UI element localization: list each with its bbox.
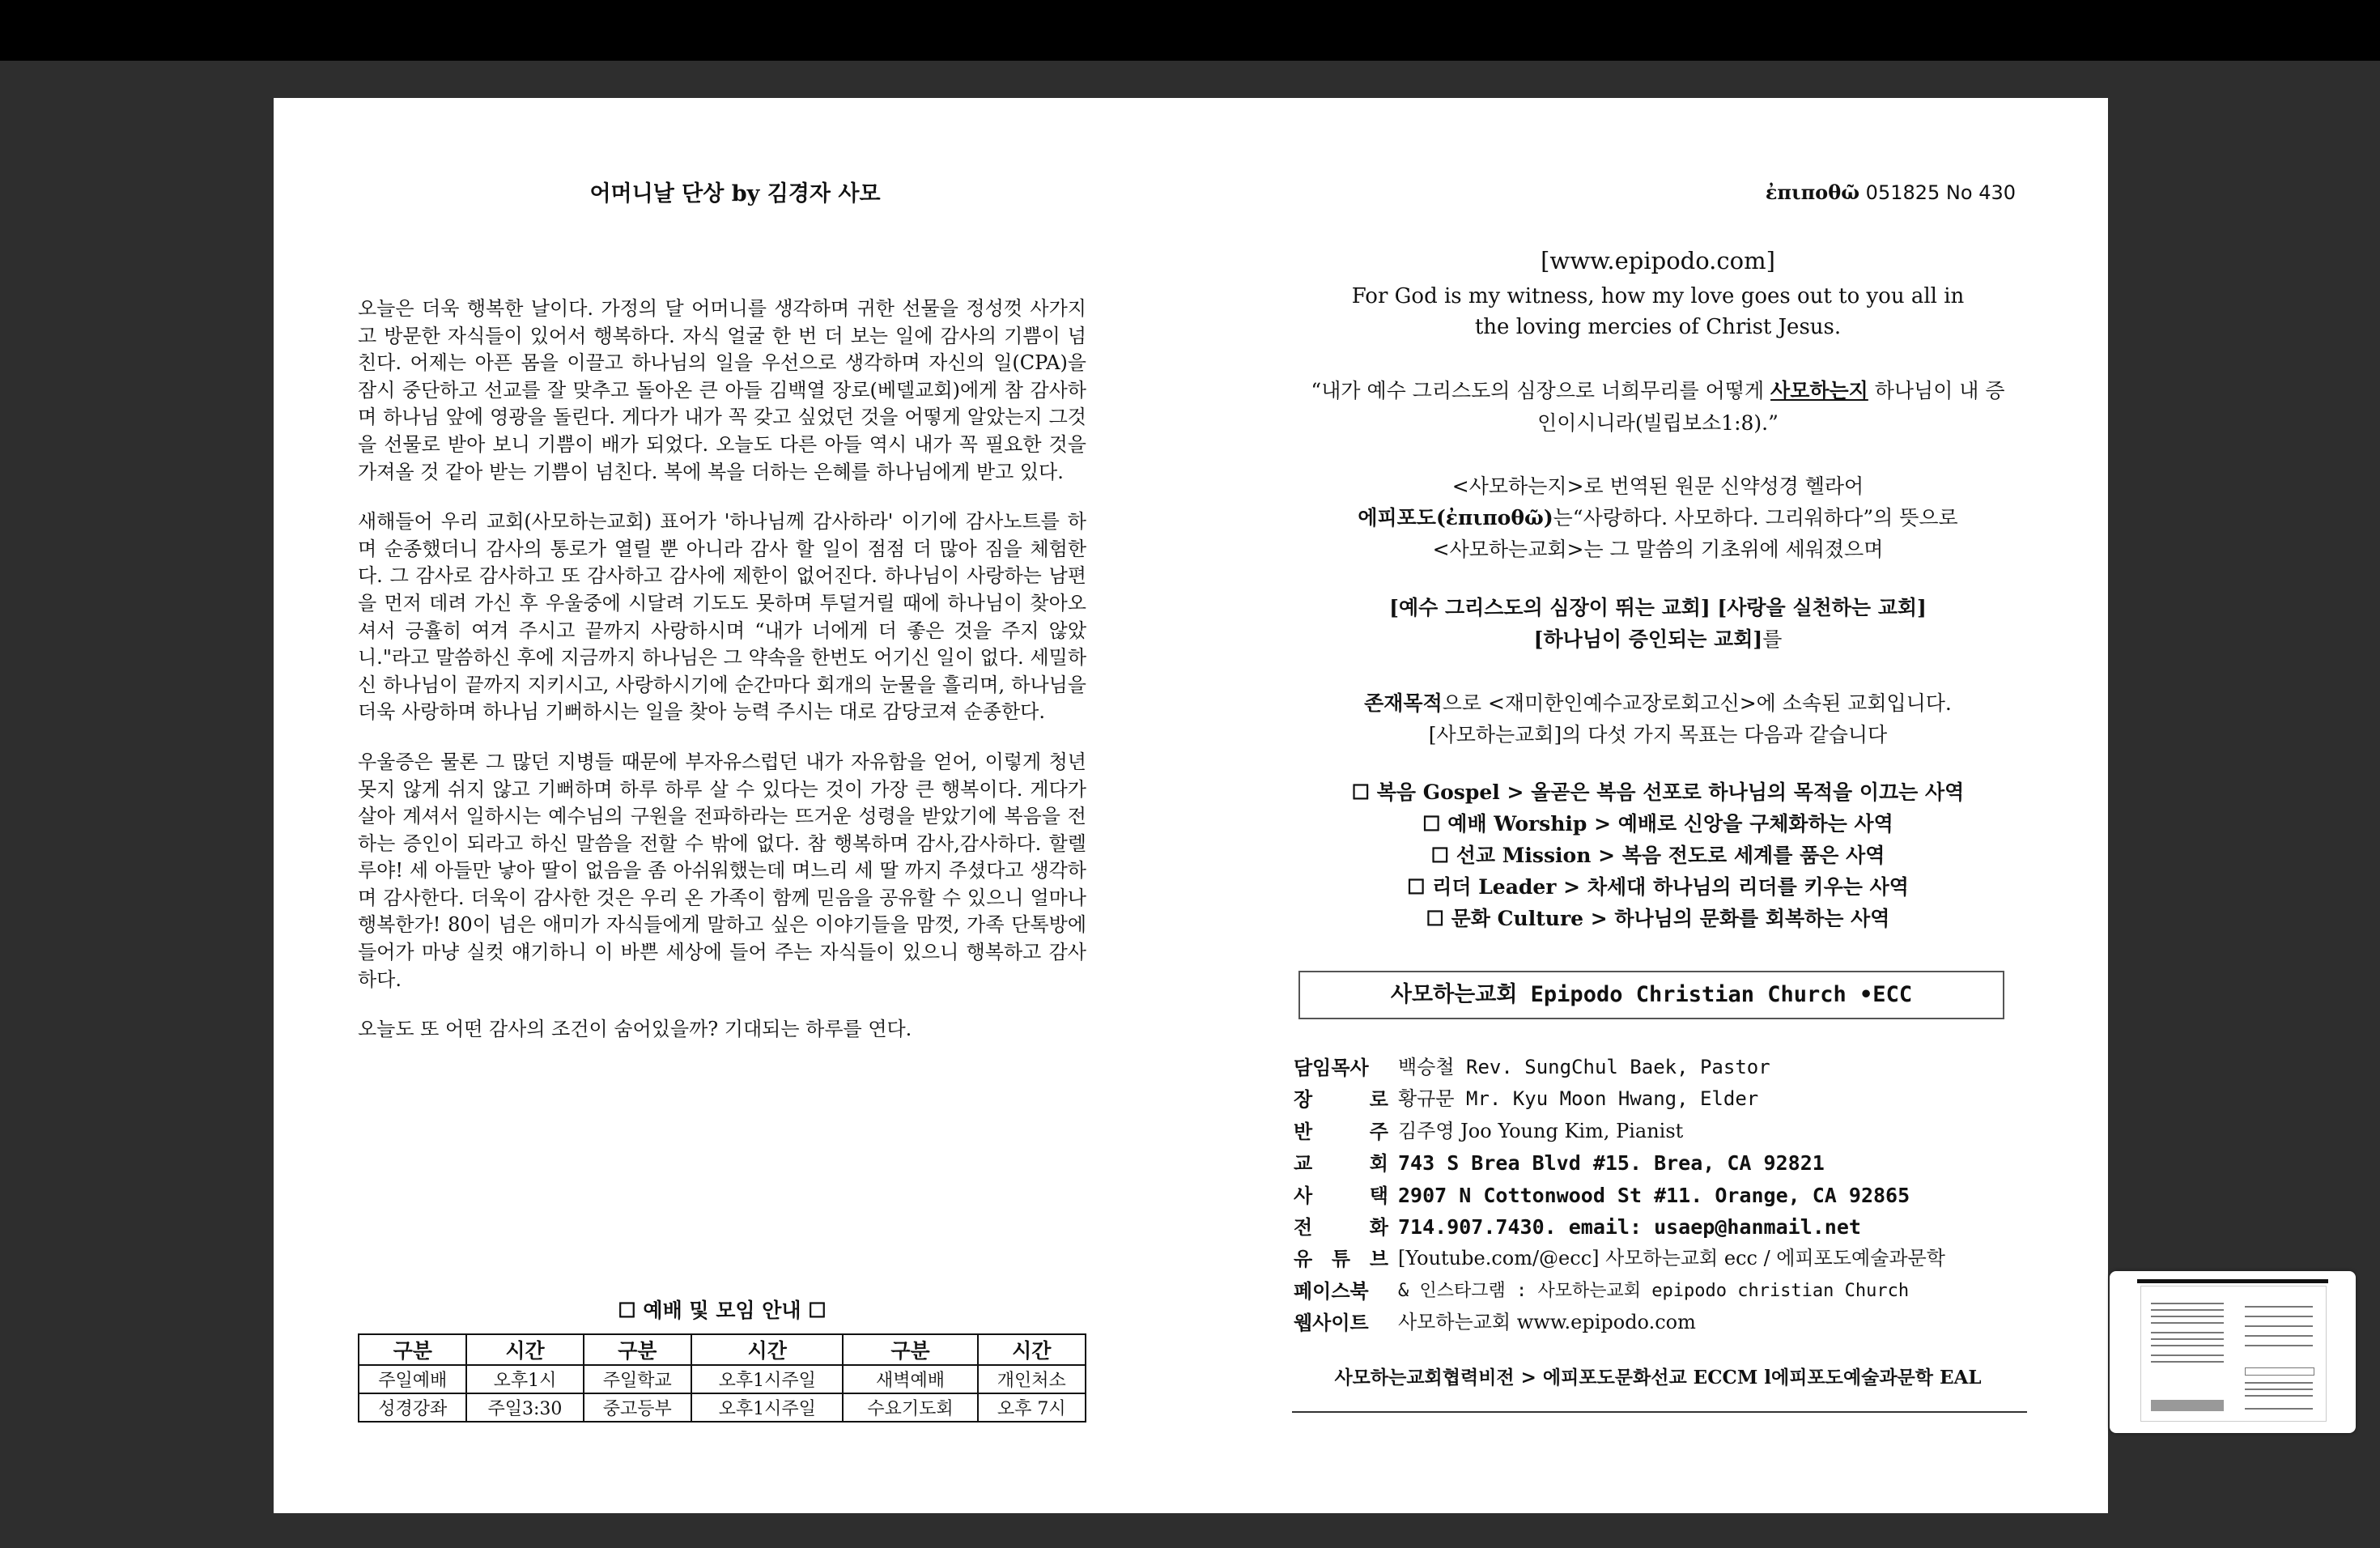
schedule-header: 구분	[843, 1334, 977, 1365]
verse-korean-part: 하나님이 내 증인이시니라(빌립보소1:8).”	[1537, 379, 2005, 435]
essay-title: 어머니날 단상 by 김경자 사모	[589, 181, 881, 206]
info-label: 웹사이트	[1294, 1311, 1369, 1335]
info-value: [Youtube.com/@ecc] 사모하는교회 ecc / 에피포도예술과문학	[1398, 1247, 1945, 1270]
info-label: 페이스북	[1294, 1278, 1369, 1303]
essay-body	[358, 296, 1086, 1066]
bulletin-number	[1766, 181, 2016, 204]
church-info	[1294, 1052, 2063, 1339]
thumbnail-line	[2151, 1303, 2224, 1304]
church-name-box: 사모하는교회 Epipodo Christian Church •ECC	[1298, 971, 2004, 1019]
table-cell: 오후1시주일	[691, 1365, 844, 1393]
table-cell: 오후1시주일	[691, 1393, 844, 1422]
slogan-text: [하나님이 증인되는 교회]	[1533, 627, 1763, 651]
thumbnail-top-bar	[2137, 1279, 2328, 1283]
greek-word: ἐπιποθῶ	[1765, 181, 1860, 204]
info-label: 담임목사	[1294, 1056, 1369, 1079]
info-value: 714.907.7430. email: usaep@hanmail.net	[1398, 1215, 1861, 1240]
affiliation-term: 존재목적	[1364, 691, 1443, 715]
info-row	[1294, 1052, 2063, 1083]
thumbnail-line	[2245, 1335, 2313, 1337]
thumbnail-line	[2151, 1316, 2224, 1317]
definition-term: 에피포도(ἐπιποθῶ)	[1358, 506, 1553, 529]
goals-list	[1294, 776, 2022, 934]
info-row	[1294, 1243, 2063, 1274]
epipodo-definition	[1294, 470, 2022, 565]
essay-paragraph: 새해들어 우리 교회(사모하는교회) 표어가 '하나님께 감사하라' 이기에 감사노트를 하며 순종했더니 감사의 통로가 열릴 뿐 아니라 감사 할 일이 점점 더 많아 짐을 체험한다. 그 감사로 감사하고 또 감사하고 감사에 제한이 없어진다. 하나님이 사랑하는 남편을 먼저 데려 가신 후 우울중에 시달려 기도도 못하며 투덜거릴 때에 하나님이 찾아오셔서 긍휼히 여겨 주시고 끝까지 사랑하시며 “내가 너에게 더 좋은 것을 주지 않았니."라고 말씀하신 후에 지금까지 하나님은 그 약속을 한번도 어기신 일이 없다. 세밀하신 하나님이 끝까지 지키시고, 사랑하시기에 순간마다 회개의 눈물을 흘리며, 하나님을 더욱 사랑하며 하나님 기뻐하시는 일을 찾아 능력 주시는 대로 감당코져 순종한다.	[358, 510, 1086, 724]
info-row	[1294, 1083, 2063, 1115]
goal-item: ☐ 복음 Gospel > 올곧은 복음 선포로 하나님의 목적을 이끄는 사역	[1351, 780, 1965, 804]
slogan-line	[1294, 623, 2022, 655]
thumbnail-line	[2245, 1306, 2313, 1308]
table-cell: 주일3:30	[466, 1393, 583, 1422]
viewer-top-bar	[0, 0, 2380, 61]
table-cell: 성경강좌	[359, 1393, 466, 1422]
church-slogans	[1294, 592, 2022, 655]
definition-line: <사모하는지>로 번역된 원문 신약성경 헬라어	[1451, 474, 1864, 498]
thumbnail-line	[2245, 1395, 2313, 1397]
divider	[1292, 1411, 2027, 1413]
thumbnail-line	[2151, 1309, 2224, 1311]
document-page	[274, 98, 2108, 1513]
info-label: 사 택	[1294, 1183, 1388, 1207]
definition-line: <사모하는교회>는 그 말씀의 기초위에 세워졌으며	[1432, 538, 1884, 561]
info-value: 2907 N Cottonwood St #11. Orange, CA 92865	[1398, 1183, 1910, 1207]
thumbnail-line	[2245, 1382, 2313, 1384]
info-value: 백승철 Rev. SungChul Baek, Pastor	[1398, 1056, 1770, 1078]
thumbnail-box	[2245, 1367, 2314, 1376]
info-label: 장 로	[1294, 1087, 1388, 1112]
info-row	[1294, 1275, 2063, 1307]
table-row	[359, 1393, 1086, 1422]
info-value: & 인스타그램 : 사모하는교회 epipodo christian Church	[1398, 1280, 1910, 1301]
info-value: 사모하는교회 www.epipodo.com	[1398, 1311, 1696, 1334]
slogan-line: [예수 그리스도의 심장이 뛰는 교회] [사랑을 실천하는 교회]	[1389, 596, 1927, 619]
verse-english: For God is my witness, how my love goes out to you all in the loving mercies of Christ Jesus.	[1351, 284, 1965, 339]
verse-korean-emphasis: 사모하는지	[1770, 379, 1868, 402]
info-label: 전 화	[1294, 1215, 1388, 1240]
table-cell: 주일예배	[359, 1365, 466, 1393]
issue-number: 051825 No 430	[1859, 181, 2016, 204]
thumbnail-line	[2151, 1338, 2224, 1340]
goal-item: ☐ 리더 Leader > 차세대 하나님의 리더를 키우는 사역	[1407, 875, 1909, 899]
table-cell: 수요기도회	[843, 1393, 977, 1422]
slogan-suffix: 를	[1762, 627, 1783, 651]
info-row	[1294, 1116, 2063, 1147]
info-value: 김주영 Joo Young Kim, Pianist	[1398, 1119, 1684, 1142]
schedule-header: 구분	[584, 1334, 691, 1365]
verse-korean	[1302, 375, 2014, 440]
table-cell: 오후 7시	[978, 1393, 1086, 1422]
table-cell: 새벽예배	[843, 1365, 977, 1393]
thumbnail-page	[2140, 1286, 2327, 1422]
schedule-header: 구분	[359, 1334, 466, 1365]
table-cell: 주일학교	[584, 1365, 691, 1393]
essay-paragraph: 우울증은 물론 그 많던 지병들 때문에 부자유스럽던 내가 자유함을 얻어, 이렇게 청년 못지 않게 쉬지 않고 기뻐하며 하루 하루 살 수 있다는 것이 가장 큰 행복이다. 게다가 살아 계셔서 일하시는 예수님의 구원을 전파하라는 뜨거운 성령을 받았기에 복음을 전하는 증인이 되라고 하신 말씀을 전할 수 밖에 없다. 참 행복하며 감사,감사하다. 할렐루야! 세 아들만 낳아 딸이 없음을 좀 아쉬워했는데 며느리 세 딸 까지 주셨다고 생각하며 감사한다. 더욱이 감사한 것은 우리 온 가족이 함께 믿음을 공유할 수 있으니 얼마나 행복한가! 80이 넘은 애미가 자식들에게 말하고 싶은 이야기들을 맘껏, 가족 단톡방에 들어가 마냥 실컷 얘기하니 이 바쁜 세상에 들어 주는 자식들이 있으니 행복하고 감사하다.	[358, 750, 1086, 991]
schedule-header: 시간	[466, 1334, 583, 1365]
info-row	[1294, 1211, 2063, 1243]
thumbnail-line	[2245, 1408, 2313, 1410]
definition-text: 는“사랑하다. 사모하다. 그리워하다”의 뜻으로	[1553, 506, 1958, 529]
info-value: 743 S Brea Blvd #15. Brea, CA 92821	[1398, 1151, 1825, 1176]
table-cell: 개인처소	[978, 1365, 1086, 1393]
thumbnail-line	[2245, 1389, 2313, 1390]
table-cell: 중고등부	[584, 1393, 691, 1422]
schedule-title: ☐ 예배 및 모임 안내 ☐	[618, 1299, 827, 1322]
cooperation-vision: 사모하는교회협력비전 > 에피포도문화선교 ECCM l에피포도예술과문학 EAL	[1334, 1367, 1982, 1389]
schedule-header: 시간	[978, 1334, 1086, 1365]
thumbnail-line	[2151, 1361, 2224, 1363]
essay-paragraph: 오늘은 더욱 행복한 날이다. 가정의 달 어머니를 생각하며 귀한 선물을 정성껏 사가지고 방문한 자식들이 있어서 행복하다. 자식 얼굴 한 번 더 보는 일에 감사의 기쁨이 넘친다. 어제는 아픈 몸을 이끌고 하나님의 일을 우선으로 생각하며 자신의 일(CPA)을 잠시 중단하고 선교를 잘 맞추고 돌아온 큰 아들 김백열 장로(베델교회)에게 참 감사하며 하나님 앞에 영광을 돌린다. 게다가 내가 꼭 갖고 싶었던 것을 어떻게 알았는지 그것을 선물로 받아 보니 기쁨이 배가 되었다. 오늘도 다른 아들 역시 내가 꼭 필요한 것을 가져올 것 같아 받는 기쁨이 넘친다. 복에 복을 더하는 은혜를 하나님에게 받고 있다.	[358, 297, 1086, 483]
goals-intro: [사모하는교회]의 다섯 가지 목표는 다음과 같습니다	[1428, 723, 1888, 746]
goal-item: ☐ 문화 Culture > 하나님의 문화를 회복하는 사역	[1426, 907, 1890, 930]
info-label: 유 튜 브	[1294, 1247, 1388, 1271]
info-label: 교 회	[1294, 1151, 1388, 1176]
definition-line	[1294, 502, 2022, 534]
website-heading: [www.epipodo.com]	[1541, 247, 1775, 274]
schedule-header-row	[359, 1334, 1086, 1365]
verse-korean-part: “내가 예수 그리스도의 심장으로 너희무리를 어떻게	[1311, 379, 1771, 402]
thumbnail-line	[2151, 1345, 2224, 1346]
thumbnail-line	[2245, 1345, 2313, 1346]
info-value: 황규문 Mr. Kyu Moon Hwang, Elder	[1398, 1087, 1759, 1111]
info-label: 반 주	[1294, 1119, 1388, 1143]
table-cell: 오후1시	[466, 1365, 583, 1393]
thumbnail-line	[2151, 1332, 2224, 1333]
table-row	[359, 1365, 1086, 1393]
thumbnail-table	[2151, 1400, 2224, 1411]
info-row	[1294, 1307, 2063, 1338]
page-thumbnail[interactable]	[2110, 1271, 2356, 1433]
info-row	[1294, 1180, 2063, 1211]
affiliation-text: 으로 <재미한인예수교장로회고신>에 소속된 교회입니다.	[1442, 691, 1952, 715]
schedule-header: 시간	[691, 1334, 844, 1365]
thumbnail-line	[2151, 1354, 2224, 1356]
thumbnail-line	[2151, 1322, 2224, 1324]
info-row	[1294, 1147, 2063, 1179]
thumbnail-line	[2245, 1325, 2313, 1327]
affiliation-line	[1294, 687, 2022, 719]
goal-item: ☐ 예배 Worship > 예배로 신앙을 구체화하는 사역	[1422, 812, 1893, 836]
essay-paragraph: 오늘도 또 어떤 감사의 조건이 숨어있을까? 기대되는 하루를 연다.	[358, 1018, 912, 1041]
affiliation	[1294, 687, 2022, 751]
goal-item: ☐ 선교 Mission > 복음 전도로 세계를 품은 사역	[1430, 844, 1885, 867]
thumbnail-line	[2245, 1316, 2313, 1317]
schedule-table	[358, 1333, 1086, 1423]
